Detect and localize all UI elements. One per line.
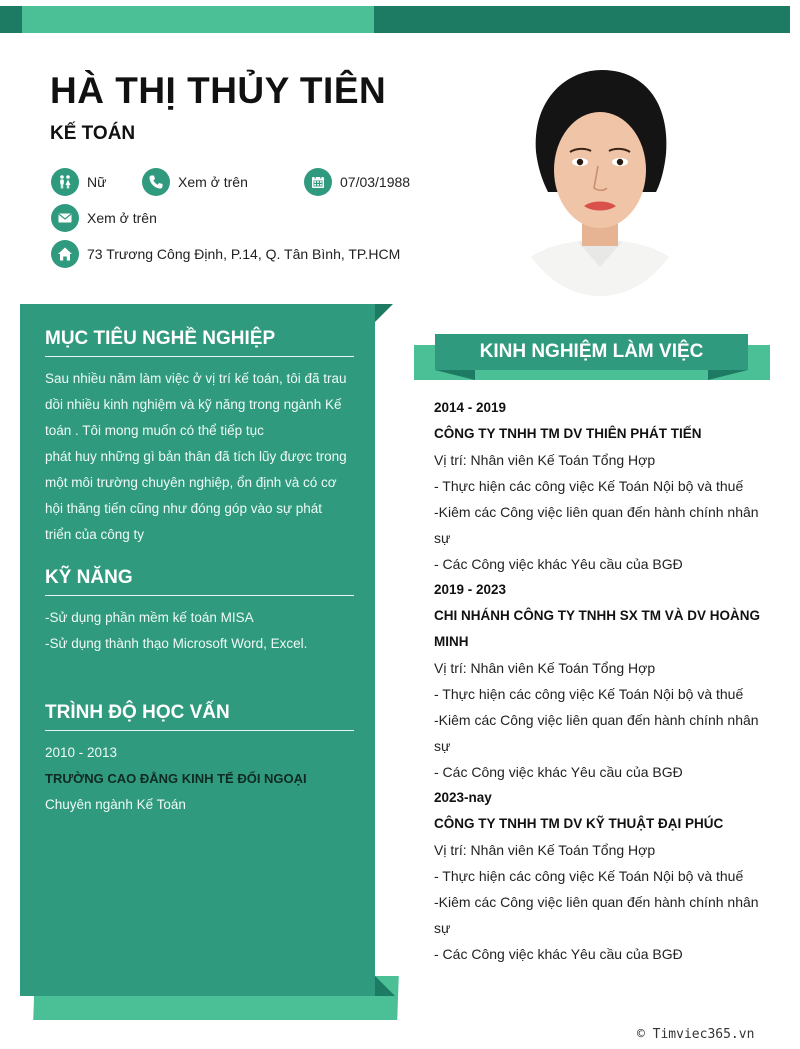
- objective-line: Sau nhiều năm làm việc ở vị trí kế toán, tôi đã trau: [45, 371, 347, 386]
- experience-list: [434, 395, 764, 967]
- job-line: -Kiêm các Công việc liên quan đến hành chính nhân: [434, 712, 759, 728]
- gender-icon: [51, 168, 79, 196]
- job-company: CHI NHÁNH CÔNG TY TNHH SX TM VÀ DV HOÀNG: [434, 608, 761, 623]
- gender-value: Nữ: [87, 174, 107, 190]
- objective-line: triển của công ty: [45, 527, 145, 542]
- birthdate-info: [304, 168, 410, 196]
- email-icon: [51, 204, 79, 232]
- education-years: 2010 - 2013: [45, 745, 118, 760]
- email-info: [51, 204, 157, 232]
- skill-item: -Sử dụng thành thạo Microsoft Word, Excel.: [45, 636, 308, 651]
- home-icon: [51, 240, 79, 268]
- footer-credit: © Timviec365.vn: [637, 1027, 755, 1042]
- job-line: -Kiêm các Công việc liên quan đến hành chính nhân: [434, 894, 759, 910]
- candidate-name: HÀ THỊ THỦY TIÊN: [50, 70, 387, 111]
- job-company: MINH: [434, 634, 469, 649]
- job-line: - Các Công việc khác Yêu cầu của BGĐ: [434, 764, 683, 780]
- objective-heading: MỤC TIÊU NGHỀ NGHIỆP: [45, 328, 354, 357]
- objective-line: hội thăng tiến cũng như đóng góp vào sự phát: [45, 501, 323, 516]
- email-value: Xem ở trên: [87, 210, 157, 226]
- job-line: - Thực hiện các công việc Kế Toán Nội bộ và thuế: [434, 686, 744, 702]
- job-line: sự: [434, 738, 451, 754]
- job-line: sự: [434, 530, 451, 546]
- address-value: 73 Trương Công Định, P.14, Q. Tân Bình, TP.HCM: [87, 246, 401, 262]
- panel-fold-bottom: [375, 976, 395, 996]
- job-line: Vị trí: Nhân viên Kế Toán Tổng Hợp: [434, 660, 656, 676]
- phone-info: [142, 168, 248, 196]
- job-line: - Thực hiện các công việc Kế Toán Nội bộ và thuế: [434, 478, 744, 494]
- education-school: TRƯỜNG CAO ĐẲNG KINH TẾ ĐỐI NGOẠI: [45, 771, 307, 786]
- job-line: - Thực hiện các công việc Kế Toán Nội bộ và thuế: [434, 868, 744, 884]
- skills-heading: KỸ NĂNG: [45, 567, 354, 596]
- top-bar-accent: [22, 6, 374, 33]
- ribbon-fold-left: [435, 370, 475, 380]
- panel-fold-top: [375, 304, 393, 322]
- job-years: 2023-nay: [434, 790, 492, 805]
- gender-info: [51, 168, 106, 196]
- job-line: - Các Công việc khác Yêu cầu của BGĐ: [434, 946, 683, 962]
- job-years: 2019 - 2023: [434, 582, 507, 597]
- objective-text: [45, 366, 354, 548]
- skill-item: -Sử dụng phần mềm kế toán MISA: [45, 610, 254, 625]
- objective-line: dồi nhiều kinh nghiệm và kỹ năng trong ngành Kế: [45, 397, 342, 412]
- education-heading: TRÌNH ĐỘ HỌC VẤN: [45, 702, 354, 731]
- ribbon-fold-right: [708, 370, 748, 380]
- objective-line: toán . Tôi mong muốn có thể tiếp tục: [45, 423, 264, 438]
- job-title: KẾ TOÁN: [50, 123, 136, 144]
- birthdate-value: 07/03/1988: [340, 174, 411, 190]
- phone-value: Xem ở trên: [178, 174, 248, 190]
- education-major: Chuyên ngành Kế Toán: [45, 797, 186, 812]
- address-info: [51, 240, 400, 268]
- job-company: CÔNG TY TNHH TM DV KỸ THUẬT ĐẠI PHÚC: [434, 816, 724, 831]
- objective-line: một môi trường chuyên nghiệp, ổn định và có cơ: [45, 475, 337, 490]
- job-line: - Các Công việc khác Yêu cầu của BGĐ: [434, 556, 683, 572]
- job-company: CÔNG TY TNHH TM DV THIÊN PHÁT TIẾN: [434, 426, 702, 441]
- objective-line: phát huy những gì bản thân đã tích lũy được trong: [45, 449, 347, 464]
- profile-photo: [508, 62, 692, 296]
- job-years: 2014 - 2019: [434, 400, 507, 415]
- phone-icon: [142, 168, 170, 196]
- calendar-icon: [304, 168, 332, 196]
- job-line: Vị trí: Nhân viên Kế Toán Tổng Hợp: [434, 842, 656, 858]
- job-line: Vị trí: Nhân viên Kế Toán Tổng Hợp: [434, 452, 656, 468]
- job-line: sự: [434, 920, 451, 936]
- experience-heading: KINH NGHIỆM LÀM VIỆC: [435, 334, 748, 370]
- job-line: -Kiêm các Công việc liên quan đến hành chính nhân: [434, 504, 759, 520]
